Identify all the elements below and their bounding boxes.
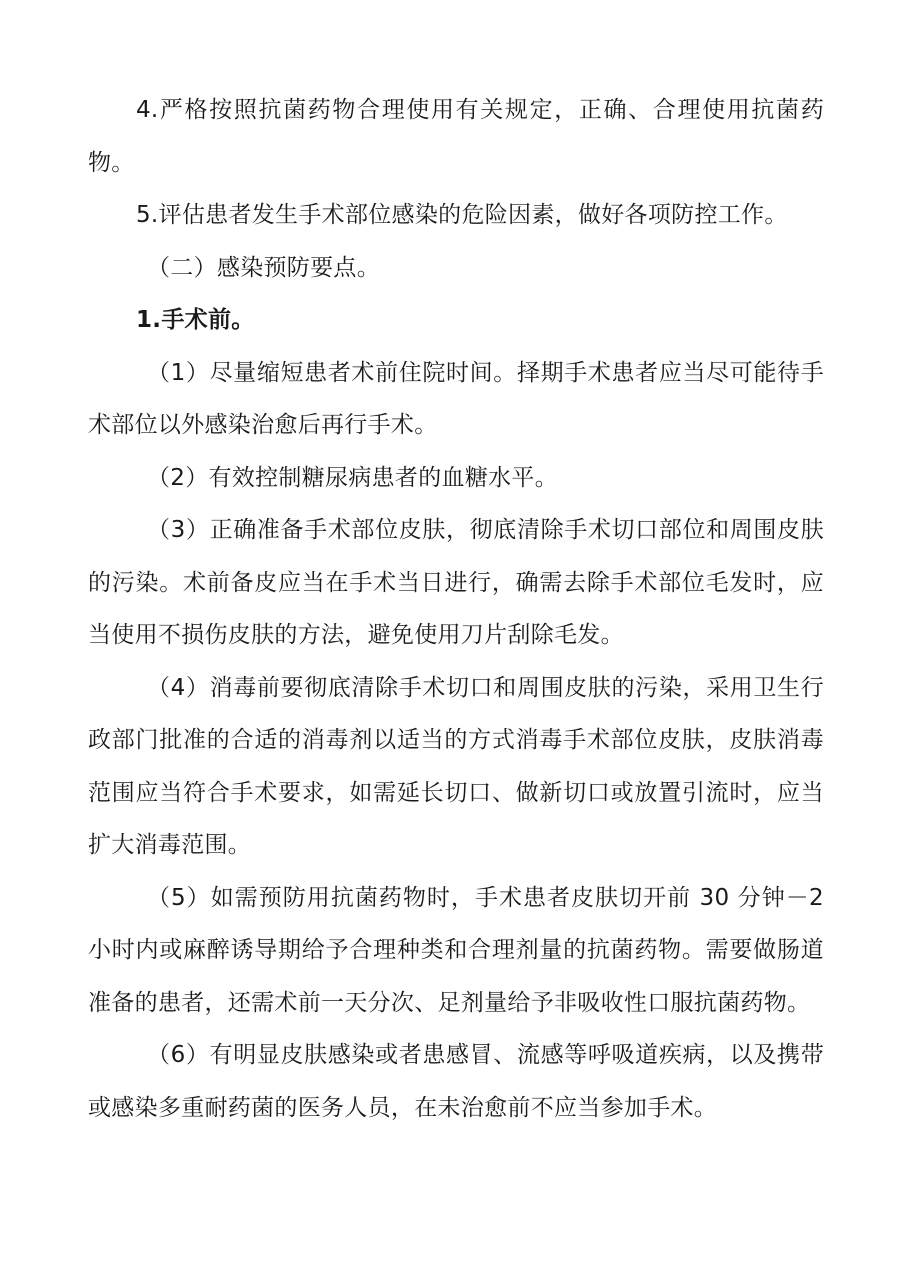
document-body — [88, 84, 824, 1134]
section-heading: （二）感染预防要点。 — [147, 254, 380, 281]
paragraph-preop-5: （5）如需预防用抗菌药物时，手术患者皮肤切开前 30 分钟－2 小时内或麻醉诱导期给予合理种类和合理剂量的抗菌药物。需要做肠道准备的患者，还需术前一天分次、足剂量给予非吸收性口服抗菌药物。 — [88, 884, 824, 1016]
paragraph-preop-4: （4）消毒前要彻底清除手术切口和周围皮肤的污染，采用卫生行政部门批准的合适的消毒剂以适当的方式消毒手术部位皮肤，皮肤消毒范围应当符合手术要求，如需延长切口、做新切口或放置引流时，应当扩大消毒范围。 — [88, 674, 824, 858]
paragraph-item-4: 4.严格按照抗菌药物合理使用有关规定，正确、合理使用抗菌药物。 — [88, 97, 824, 176]
subsection-heading: 1.手术前。 — [136, 307, 255, 333]
paragraph-preop-6: （6）有明显皮肤感染或者患感冒、流感等呼吸道疾病，以及携带或感染多重耐药菌的医务人员，在未治愈前不应当参加手术。 — [88, 1042, 824, 1121]
paragraph-preop-2: （2）有效控制糖尿病患者的血糖水平。 — [147, 464, 559, 491]
paragraph-preop-1: （1）尽量缩短患者术前住院时间。择期手术患者应当尽可能待手术部位以外感染治愈后再行手术。 — [88, 359, 824, 438]
paragraph-item-5: 5.评估患者发生手术部位感染的危险因素，做好各项防控工作。 — [136, 202, 788, 228]
paragraph-preop-3: （3）正确准备手术部位皮肤，彻底清除手术切口部位和周围皮肤的污染。术前备皮应当在手术当日进行，确需去除手术部位毛发时，应当使用不损伤皮肤的方法，避免使用刀片刮除毛发。 — [88, 517, 824, 648]
